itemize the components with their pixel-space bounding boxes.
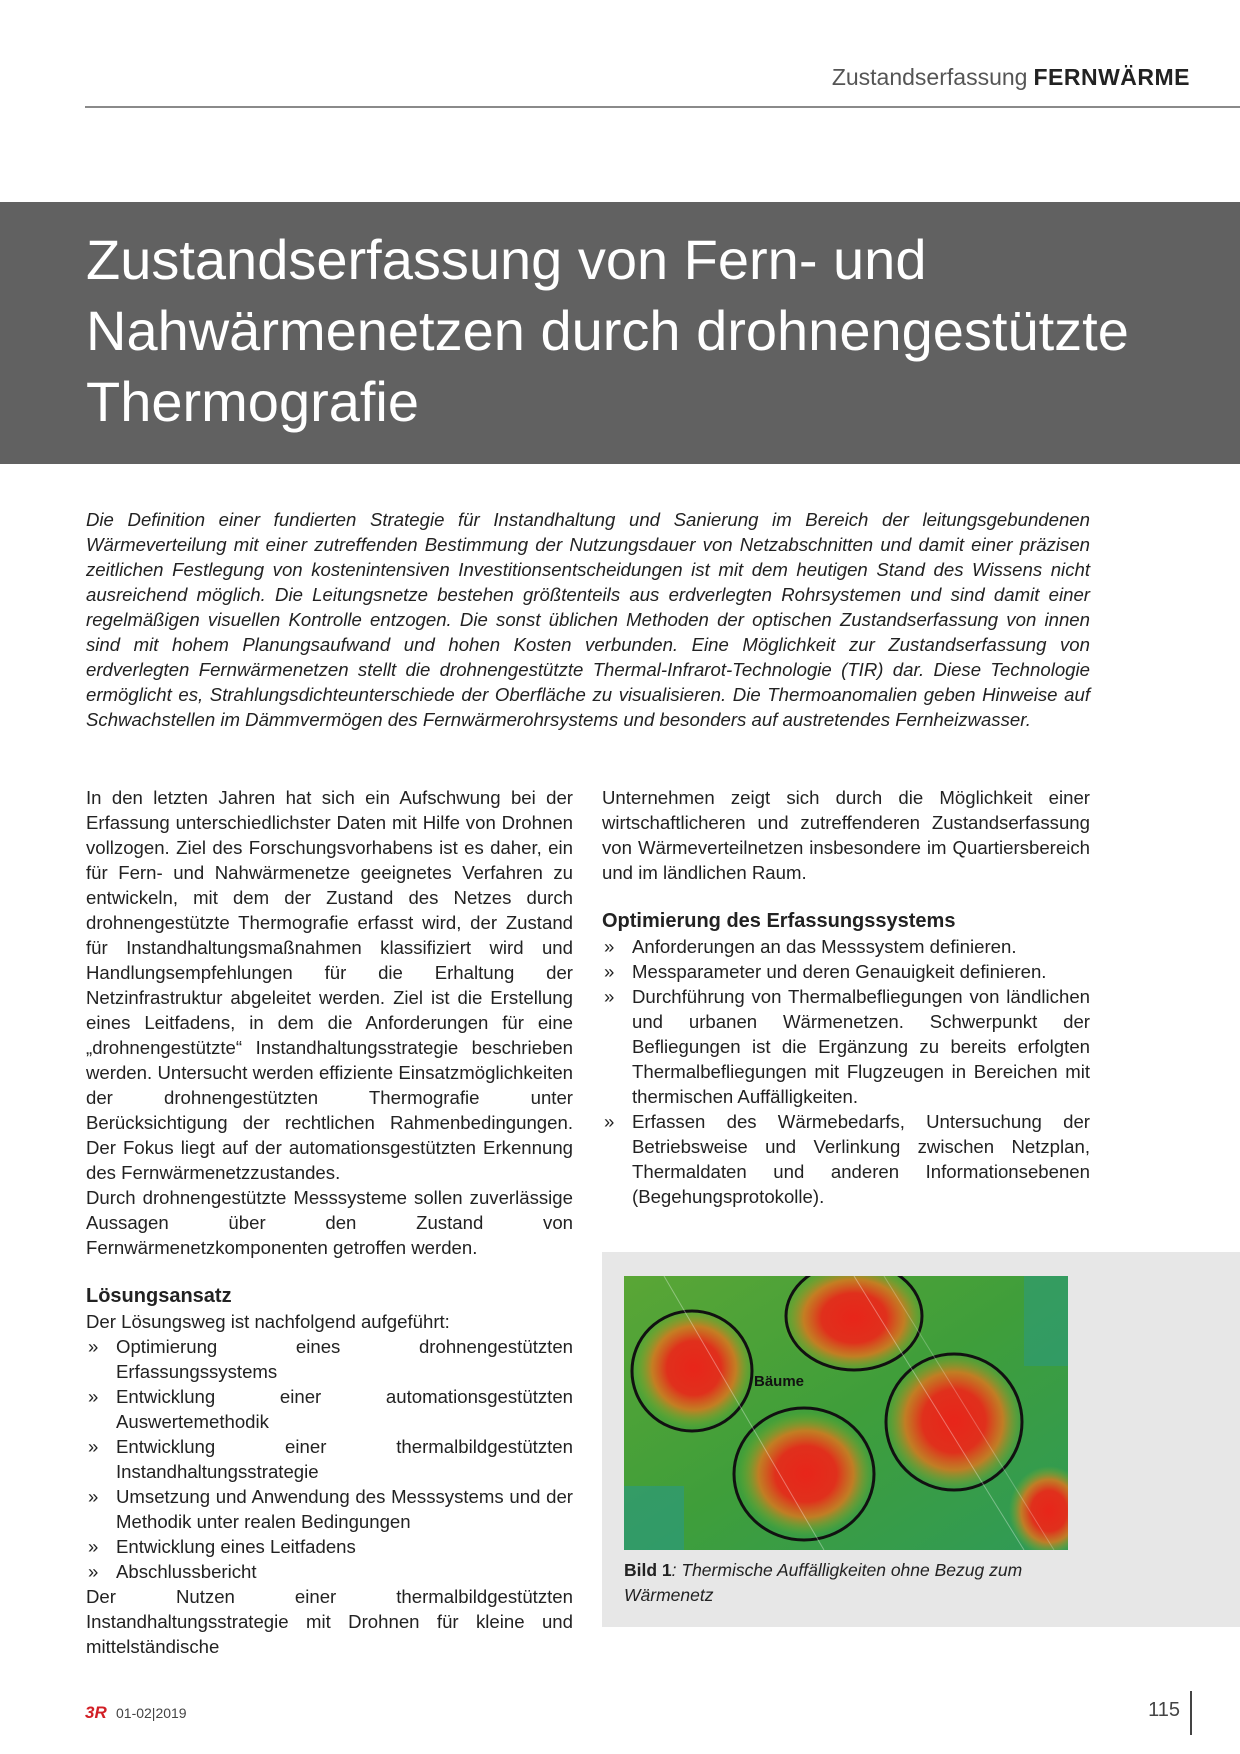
header-category: FERNWÄRME bbox=[1033, 64, 1190, 90]
lead-paragraph: Die Definition einer fundierten Strategie für Instandhaltung und Sanierung im Bereich der leitungsgebundenen Wärmeverteilung mit einer zutreffenden Bestimmung der Nutzungsdauer von Netzabschnitten und damit einer präzisen zeitlichen Festlegung von kostenintensiven Investitionsentscheidungen ist mit dem heutigen Stand des Wissens nicht ausreichend möglich. Die Leitungsnetze bestehen größtenteils aus erdverlegten Rohrsystemen und sind damit einer regelmäßigen visuellen Kontrolle entzogen. Die sonst üblichen Methoden der optischen Zustandserfassung von innen sind mit hohem Planungsaufwand und hohen Kosten verbunden. Eine Möglichkeit zur Zustandserfassung von erdverlegten Fernwärmenetzen stellt die drohnengestützte Thermal-Infrarot-Technologie (TIR) dar. Diese Technologie ermöglicht es, Strahlungsdichteunterschiede der Oberfläche zu visualisieren. Die Thermoanomalien geben Hinweise auf Schwachstellen im Dämmvermögen des Fernwärmerohrsystems und besonders auf austretendes Fernheizwasser. bbox=[86, 509, 1090, 730]
caption-text: : Thermische Auffälligkeiten ohne Bezug zum Wärmenetz bbox=[624, 1560, 1023, 1605]
solution-intro: Der Lösungsweg ist nachfolgend aufgeführt: bbox=[86, 1311, 450, 1332]
caption-label: Bild 1 bbox=[624, 1560, 672, 1580]
list-item: » Anforderungen an das Messsystem definieren. bbox=[602, 934, 1090, 959]
list-item: » Umsetzung und Anwendung des Messsystems und der Methodik unter realen Bedingungen bbox=[86, 1484, 573, 1534]
title-band bbox=[0, 202, 1240, 464]
issue-label: 01-02|2019 bbox=[116, 1705, 187, 1721]
solution-list bbox=[86, 1334, 573, 1584]
figure-caption bbox=[624, 1558, 1044, 1608]
image-label-baeume: Bäume bbox=[754, 1373, 805, 1390]
section-heading-optimierung: Optimierung des Erfassungssystems bbox=[602, 910, 956, 932]
list-item: » Durchführung von Thermalbefliegungen von ländlichen und urbanen Wärmenetzen. Schwerpunkt der Befliegungen ist die Ergänzung zu bereits erfolgten Thermalbefliegungen mit Flugzeugen in Bereichen mit thermischen Auffälligkeiten. bbox=[602, 984, 1090, 1109]
closing-paragraph: Der Nutzen einer thermalbildgestützten Instandhaltungsstrategie mit Drohnen für kleine und mittelständische bbox=[86, 1586, 573, 1657]
page-number-rule bbox=[1190, 1691, 1192, 1735]
continuation-paragraph: Unternehmen zeigt sich durch die Möglichkeit einer wirtschaftlicheren und zutreffenderen Zustandserfassung von Wärmeverteilnetzen insbesondere im Quartiersbereich und im ländlichen Raum. bbox=[602, 787, 1090, 883]
page-number: 115 bbox=[1148, 1699, 1180, 1721]
list-item: » Abschlussbericht bbox=[86, 1559, 573, 1584]
running-header bbox=[832, 64, 1190, 91]
body-paragraph-1: In den letzten Jahren hat sich ein Aufschwung bei der Erfassung unterschiedlichster Daten mit Hilfe von Drohnen vollzogen. Ziel des Forschungsvorhabens ist es daher, ein für Fern- und Nahwärmenetze geeignetes Verfahren zu entwickeln, mit dem der Zustand des Netzes durch drohnengestützte Thermografie erfasst wird, der Zustand für Instandhaltungsmaßnahmen klassifiziert wird und Handlungsempfehlungen für die Erhaltung der Netzinfrastruktur abgeleitet werden. Ziel ist die Erstellung eines Leitfadens, in dem die Anforderungen für eine „drohnengestützte“ Instandhaltungsstrategie beschrieben werden. Untersucht werden effiziente Einsatzmöglichkeiten der drohnengestützten Thermografie unter Berücksichtigung der rechtlichen Rahmenbedingungen. Der Fokus liegt auf der automationsgestützten Erkennung des Fernwärmenetzzustandes. bbox=[86, 787, 573, 1183]
header-rule bbox=[85, 106, 1240, 108]
article-title: Zustandserfassung von Fern- und Nahwärmenetzen durch drohnengestützte Thermografie bbox=[86, 228, 1129, 433]
thermal-image bbox=[624, 1276, 1068, 1550]
list-item: » Optimierung eines drohnengestützten Erfassungssystems bbox=[86, 1334, 573, 1384]
right-column bbox=[602, 785, 1090, 1209]
list-item: » Entwicklung einer thermalbildgestützten Instandhaltungsstrategie bbox=[86, 1434, 573, 1484]
list-item: » Erfassen des Wärmebedarfs, Untersuchung der Betriebsweise und Verlinkung zwischen Netzplan, Thermaldaten und anderen Informationsebenen (Begehungsprotokolle). bbox=[602, 1109, 1090, 1209]
left-column bbox=[86, 785, 573, 1659]
list-item: » Messparameter und deren Genauigkeit definieren. bbox=[602, 959, 1090, 984]
list-item: » Entwicklung eines Leitfadens bbox=[86, 1534, 573, 1559]
section-heading-loesungsansatz: Lösungsansatz bbox=[86, 1285, 232, 1307]
publisher-logo: 3R bbox=[85, 1703, 107, 1722]
optimization-list bbox=[602, 934, 1090, 1209]
thermal-image-graphic bbox=[624, 1276, 1068, 1550]
header-section: Zustandserfassung bbox=[831, 64, 1028, 90]
figure-box bbox=[602, 1252, 1240, 1627]
body-paragraph-2: Durch drohnengestützte Messsysteme sollen zuverlässige Aussagen über den Zustand von Fernwärmenetzkomponenten getroffen werden. bbox=[86, 1187, 573, 1258]
list-item: » Entwicklung einer automationsgestützten Auswertemethodik bbox=[86, 1384, 573, 1434]
